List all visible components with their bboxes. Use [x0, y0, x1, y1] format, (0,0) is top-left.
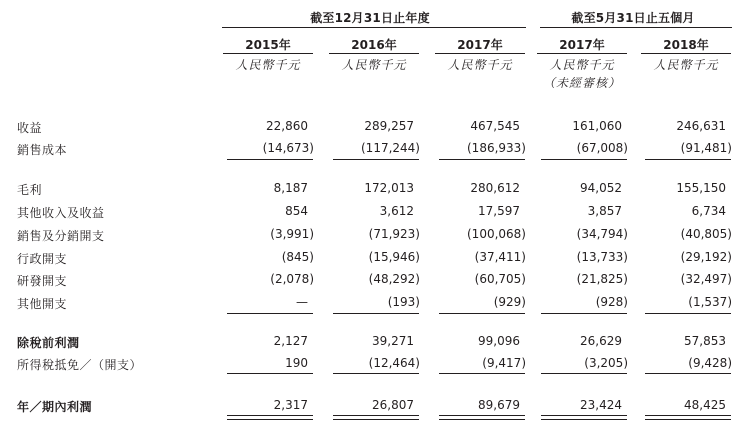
row-label: 除稅前利潤 — [17, 336, 80, 350]
table-cell: (32,497) — [680, 272, 732, 286]
column-unit: 人民幣千元 — [235, 58, 301, 72]
total-double-rule — [439, 415, 525, 420]
table-cell: (12,464) — [368, 356, 420, 370]
table-cell: (9,428) — [688, 356, 732, 370]
column-note-unaudited: （未經審核） — [542, 76, 621, 90]
row-label: 銷售成本 — [17, 143, 68, 157]
subtotal-rule — [541, 373, 627, 374]
table-cell: (29,192) — [680, 250, 732, 264]
row-label: 所得稅抵免／（開支） — [17, 358, 143, 372]
table-cell: (13,733) — [576, 250, 628, 264]
column-unit: 人民幣千元 — [653, 58, 719, 72]
subtotal-rule — [227, 373, 313, 374]
subtotal-rule — [439, 313, 525, 314]
table-cell: (3,205) — [584, 356, 628, 370]
table-cell: 22,860 — [266, 119, 308, 133]
table-cell: 2,127 — [273, 334, 308, 348]
group-underline-year-ended — [222, 27, 526, 28]
table-cell: 17,597 — [478, 204, 520, 218]
total-double-rule — [645, 415, 731, 420]
subtotal-rule — [439, 373, 525, 374]
row-label: 其他開支 — [17, 297, 68, 311]
column-year-2018-interim: 2018年 — [663, 38, 709, 52]
table-cell: 26,807 — [372, 398, 414, 412]
total-double-rule — [333, 415, 419, 420]
table-cell: — — [296, 295, 308, 309]
subtotal-rule — [333, 159, 419, 160]
table-cell: (15,946) — [368, 250, 420, 264]
table-cell: 94,052 — [580, 181, 622, 195]
table-cell: 289,257 — [364, 119, 414, 133]
column-unit: 人民幣千元 — [341, 58, 407, 72]
subtotal-rule — [227, 313, 313, 314]
table-cell: (91,481) — [680, 141, 732, 155]
table-cell: 2,317 — [273, 398, 308, 412]
table-cell: 280,612 — [470, 181, 520, 195]
group-header-five-months: 截至5月31日止五個月 — [571, 11, 695, 25]
table-cell: 172,013 — [364, 181, 414, 195]
table-cell: 26,629 — [580, 334, 622, 348]
subtotal-rule — [227, 159, 313, 160]
group-underline-five-months — [540, 27, 732, 28]
table-cell: (48,292) — [368, 272, 420, 286]
table-cell: (71,923) — [368, 227, 420, 241]
subtotal-rule — [645, 313, 731, 314]
table-cell: 48,425 — [684, 398, 726, 412]
row-label: 銷售及分銷開支 — [17, 229, 105, 243]
column-year-2015: 2015年 — [245, 38, 291, 52]
table-cell: (845) — [281, 250, 314, 264]
row-label: 收益 — [17, 121, 43, 135]
subtotal-rule — [645, 159, 731, 160]
subtotal-rule — [645, 373, 731, 374]
table-cell: 3,612 — [379, 204, 414, 218]
column-unit: 人民幣千元 — [447, 58, 513, 72]
table-cell: (9,417) — [482, 356, 526, 370]
table-cell: (1,537) — [688, 295, 732, 309]
column-unit: 人民幣千元 — [549, 58, 615, 72]
table-cell: (3,991) — [270, 227, 314, 241]
table-cell: (40,805) — [680, 227, 732, 241]
table-cell: (100,068) — [467, 227, 526, 241]
row-label: 毛利 — [17, 183, 43, 197]
table-cell: (929) — [493, 295, 526, 309]
subtotal-rule — [333, 373, 419, 374]
table-cell: 99,096 — [478, 334, 520, 348]
table-cell: (2,078) — [270, 272, 314, 286]
row-label: 年／期內利潤 — [17, 400, 93, 414]
table-cell: (193) — [387, 295, 420, 309]
column-underline — [641, 53, 731, 54]
table-cell: 23,424 — [580, 398, 622, 412]
column-year-2017: 2017年 — [457, 38, 503, 52]
total-double-rule — [227, 415, 313, 420]
table-cell: (928) — [595, 295, 628, 309]
table-cell: (37,411) — [474, 250, 526, 264]
subtotal-rule — [541, 313, 627, 314]
table-cell: 854 — [285, 204, 308, 218]
table-cell: 39,271 — [372, 334, 414, 348]
subtotal-rule — [541, 159, 627, 160]
table-cell: 6,734 — [691, 204, 726, 218]
column-year-2017-interim: 2017年 — [559, 38, 605, 52]
subtotal-rule — [439, 159, 525, 160]
table-cell: (117,244) — [361, 141, 420, 155]
table-cell: 57,853 — [684, 334, 726, 348]
column-underline — [329, 53, 419, 54]
table-cell: (21,825) — [576, 272, 628, 286]
table-cell: 89,679 — [478, 398, 520, 412]
table-cell: 3,857 — [587, 204, 622, 218]
row-label: 行政開支 — [17, 252, 68, 266]
table-cell: (14,673) — [262, 141, 314, 155]
table-cell: 161,060 — [572, 119, 622, 133]
table-cell: 190 — [285, 356, 308, 370]
table-cell: 155,150 — [676, 181, 726, 195]
table-cell: 467,545 — [470, 119, 520, 133]
table-cell: (186,933) — [467, 141, 526, 155]
row-label: 其他收入及收益 — [17, 206, 105, 220]
column-year-2016: 2016年 — [351, 38, 397, 52]
column-underline — [537, 53, 627, 54]
table-cell: (67,008) — [576, 141, 628, 155]
column-underline — [435, 53, 525, 54]
table-cell: (60,705) — [474, 272, 526, 286]
table-cell: (34,794) — [576, 227, 628, 241]
row-label: 研發開支 — [17, 274, 68, 288]
subtotal-rule — [333, 313, 419, 314]
group-header-year-ended: 截至12月31日止年度 — [310, 11, 430, 25]
column-underline — [223, 53, 313, 54]
table-cell: 246,631 — [676, 119, 726, 133]
total-double-rule — [541, 415, 627, 420]
table-cell: 8,187 — [273, 181, 308, 195]
